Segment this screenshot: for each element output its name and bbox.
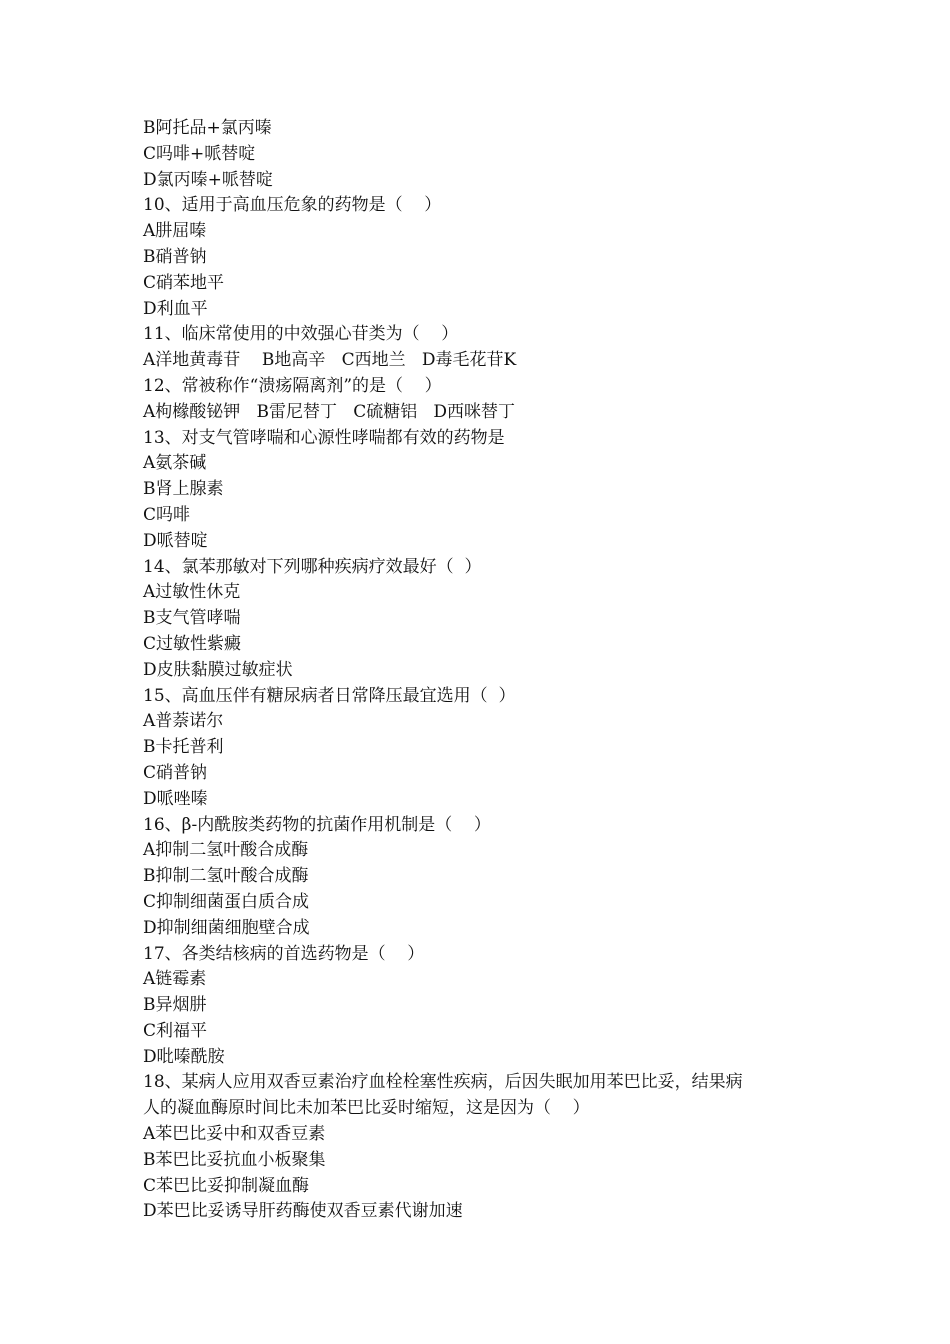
- question-stem: 14、氯苯那敏对下列哪种疾病疗效最好（ ）: [143, 556, 482, 577]
- text-line: B抑制二氢叶酸合成酶: [143, 866, 309, 887]
- text-line: A普萘诺尔: [143, 711, 224, 732]
- question-stem: 11、临床常使用的中效强心苷类为（ ）: [143, 324, 459, 345]
- text-line: B支气管哮喘: [143, 608, 241, 629]
- question-stem: 18、某病人应用双香豆素治疗血栓栓塞性疾病，后因失眠加用苯巴比妥，结果病: [143, 1072, 743, 1093]
- text-line: D苯巴比妥诱导肝药酶使双香豆素代谢加速: [143, 1201, 463, 1222]
- text-line: D哌唑嗪: [143, 788, 208, 809]
- text-line: C苯巴比妥抑制凝血酶: [143, 1175, 310, 1196]
- text-line: A洋地黄毒苷 B地高辛 C西地兰 D毒毛花苷K: [143, 350, 517, 371]
- text-line: A苯巴比妥中和双香豆素: [143, 1124, 326, 1145]
- question-text-block: [143, 116, 823, 1225]
- text-line: B异烟肼: [143, 995, 207, 1016]
- text-line: D抑制细菌细胞壁合成: [143, 917, 310, 938]
- text-line: D利血平: [143, 298, 208, 319]
- text-line: B肾上腺素: [143, 479, 224, 500]
- text-line: C吗啡: [143, 504, 191, 525]
- text-line: C吗啡+哌替啶: [143, 143, 256, 164]
- question-stem: 17、各类结核病的首选药物是（ ）: [143, 943, 425, 964]
- text-line: B阿托品+氯丙嗪: [143, 118, 272, 138]
- text-line: A肼屈嗪: [143, 221, 207, 242]
- text-line: A过敏性休克: [143, 582, 241, 603]
- text-line: D皮肤黏膜过敏症状: [143, 659, 293, 680]
- question-stem: 16、β-内酰胺类药物的抗菌作用机制是（ ）: [143, 814, 491, 835]
- text-line: A链霉素: [143, 969, 207, 990]
- text-line: B苯巴比妥抗血小板聚集: [143, 1149, 326, 1170]
- text-line: C抑制细菌蛋白质合成: [143, 891, 310, 912]
- question-stem: 12、常被称作“溃疡隔离剂”的是（ ）: [143, 375, 442, 396]
- text-line: A氨茶碱: [143, 453, 207, 474]
- question-stem: 15、高血压伴有糖尿病者日常降压最宜选用（ ）: [143, 685, 516, 706]
- text-line: A抑制二氢叶酸合成酶: [143, 840, 309, 861]
- text-line: C硝普钠: [143, 762, 208, 783]
- question-stem: 10、适用于高血压危象的药物是（ ）: [143, 195, 442, 216]
- text-line: D哌替啶: [143, 530, 208, 551]
- text-line: D吡嗪酰胺: [143, 1046, 225, 1067]
- text-line: C硝苯地平: [143, 272, 225, 293]
- text-line: B硝普钠: [143, 246, 207, 267]
- text-line: 人的凝血酶原时间比未加苯巴比妥时缩短，这是因为（ ）: [143, 1098, 590, 1119]
- text-line: B卡托普利: [143, 737, 224, 758]
- text-line: C过敏性紫癜: [143, 633, 242, 654]
- text-line: A枸橼酸铋钾 B雷尼替丁 C硫糖铝 D西咪替丁: [143, 401, 516, 422]
- question-stem: 13、对支气管哮喘和心源性哮喘都有效的药物是: [143, 427, 505, 448]
- text-line: C利福平: [143, 1020, 208, 1041]
- text-line: D氯丙嗪+哌替啶: [143, 169, 273, 190]
